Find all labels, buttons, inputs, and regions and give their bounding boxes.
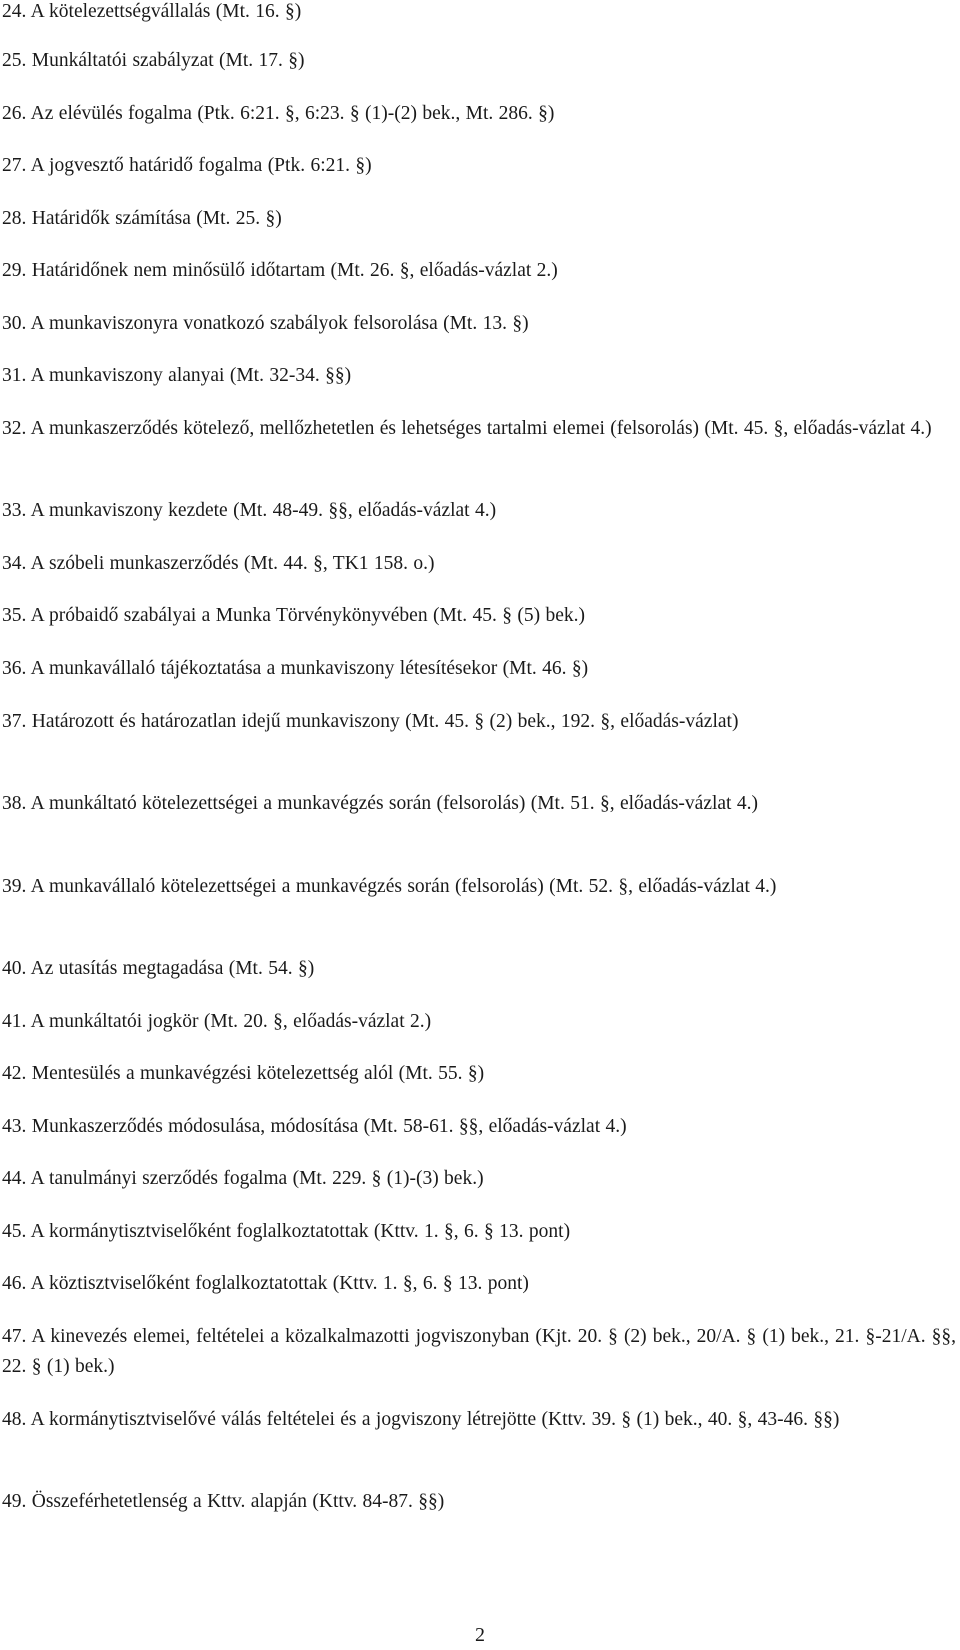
list-item: 41. A munkáltatói jogkör (Mt. 20. §, előadás-vázlat 2.) bbox=[2, 1011, 432, 1032]
list-item: 42. Mentesülés a munkavégzési kötelezettség alól (Mt. 55. §) bbox=[2, 1063, 485, 1084]
list-item: 27. A jogvesztő határidő fogalma (Ptk. 6:21. §) bbox=[2, 155, 372, 176]
list-item: 24. A kötelezettségvállalás (Mt. 16. §) bbox=[2, 1, 302, 22]
list-item: 40. Az utasítás megtagadása (Mt. 54. §) bbox=[2, 958, 315, 979]
list-item: 35. A próbaidő szabályai a Munka Törvénykönyvében (Mt. 45. § (5) bek.) bbox=[2, 605, 585, 626]
list-item: 38. A munkáltató kötelezettségei a munkavégzés során (felsorolás) (Mt. 51. §, előadás-vázlat 4.) bbox=[2, 793, 758, 814]
list-item: 36. A munkavállaló tájékoztatása a munkaviszony létesítésekor (Mt. 46. §) bbox=[2, 658, 589, 679]
list-item: 26. Az elévülés fogalma (Ptk. 6:21. §, 6:23. § (1)-(2) bek., Mt. 286. §) bbox=[2, 103, 555, 124]
list-item: 34. A szóbeli munkaszerződés (Mt. 44. §, TK1 158. o.) bbox=[2, 553, 435, 574]
list-item: 46. A köztisztviselőként foglalkoztatottak (Kttv. 1. §, 6. § 13. pont) bbox=[2, 1273, 529, 1294]
list-item: 29. Határidőnek nem minősülő időtartam (Mt. 26. §, előadás-vázlat 2.) bbox=[2, 260, 558, 281]
list-item: 44. A tanulmányi szerződés fogalma (Mt. 229. § (1)-(3) bek.) bbox=[2, 1168, 484, 1189]
list-item: 37. Határozott és határozatlan idejű munkaviszony (Mt. 45. § (2) bek., 192. §, előadás-vázlat) bbox=[2, 711, 739, 732]
list-item: 33. A munkaviszony kezdete (Mt. 48-49. §§, előadás-vázlat 4.) bbox=[2, 500, 497, 521]
list-item: 39. A munkavállaló kötelezettségei a munkavégzés során (felsorolás) (Mt. 52. §, előadás-vázlat 4.) bbox=[2, 876, 777, 897]
list-item: 32. A munkaszerződés kötelező, mellőzhetetlen és lehetséges tartalmi elemei (felsorolás) (Mt. 45. §, előadás-vázlat 4.) bbox=[2, 418, 932, 439]
list-item: 47. A kinevezés elemei, feltételei a közalkalmazotti jogviszonyban (Kjt. 20. § (2) bek., 20/A. § (1) bek., 21. §-21/A. §§, 22. § (1) bek.) bbox=[2, 1326, 956, 1377]
list-item: 48. A kormánytisztviselővé válás feltételei és a jogviszony létrejötte (Kttv. 39. § (1) bek., 40. §, 43-46. §§) bbox=[2, 1409, 840, 1430]
list-item: 25. Munkáltatói szabályzat (Mt. 17. §) bbox=[2, 50, 305, 71]
list-item: 28. Határidők számítása (Mt. 25. §) bbox=[2, 208, 282, 229]
list-item: 31. A munkaviszony alanyai (Mt. 32-34. §§) bbox=[2, 365, 352, 386]
page-number: 2 bbox=[475, 1624, 485, 1646]
list-item: 45. A kormánytisztviselőként foglalkoztatottak (Kttv. 1. §, 6. § 13. pont) bbox=[2, 1221, 571, 1242]
list-item: 49. Összeférhetetlenség a Kttv. alapján (Kttv. 84-87. §§) bbox=[2, 1491, 445, 1512]
list-item: 30. A munkaviszonyra vonatkozó szabályok felsorolása (Mt. 13. §) bbox=[2, 313, 529, 334]
list-item: 43. Munkaszerződés módosulása, módosítása (Mt. 58-61. §§, előadás-vázlat 4.) bbox=[2, 1116, 627, 1137]
